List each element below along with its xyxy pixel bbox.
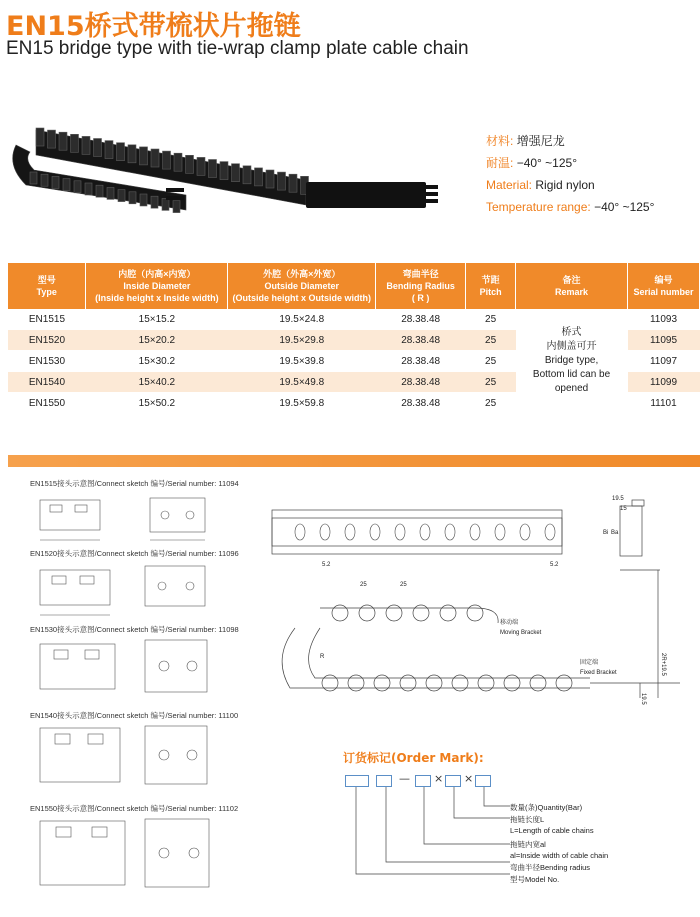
chain-link-upper bbox=[59, 132, 67, 150]
order-label-length-cn: 拖链长度L bbox=[510, 815, 545, 824]
chain-link-lower bbox=[41, 174, 48, 186]
chain-link-lower bbox=[173, 201, 180, 213]
dim-ba: Ba bbox=[611, 530, 619, 536]
bend-link-upper bbox=[440, 605, 456, 621]
temp-en-label: Temperature range: bbox=[486, 200, 591, 214]
chain-link-lower bbox=[85, 183, 92, 195]
link-hole bbox=[345, 524, 355, 540]
fixed-bracket-cn: 固定端 bbox=[580, 660, 599, 666]
order-label-length-en: L=Length of cable chains bbox=[510, 826, 594, 835]
chain-link-lower bbox=[151, 196, 158, 208]
chain-link-lower bbox=[30, 172, 37, 184]
bend-link-lower bbox=[556, 675, 572, 691]
chain-link-upper bbox=[255, 168, 263, 186]
cable-chain-photo bbox=[6, 110, 446, 230]
chain-link-lower bbox=[162, 198, 169, 210]
link-hole bbox=[495, 524, 505, 540]
bend-link-upper bbox=[413, 605, 429, 621]
sketch-title-4: EN1540接头示意图/Connect sketch 编号/Serial number: 11100 bbox=[30, 711, 239, 720]
chain-link-upper bbox=[105, 141, 113, 159]
material-cn-label: 材料: bbox=[486, 134, 514, 148]
chain-link-upper bbox=[266, 170, 274, 188]
link-hole bbox=[420, 524, 430, 540]
bend-link-lower bbox=[348, 675, 364, 691]
order-times-2: × bbox=[464, 772, 474, 785]
chain-link-lower bbox=[96, 185, 103, 197]
bend-link-lower bbox=[374, 675, 390, 691]
page-title-en: EN15 bridge type with tie-wrap clamp plate cable chain bbox=[6, 38, 469, 59]
fixed-bracket-en: Fixed Bracket bbox=[580, 670, 617, 676]
order-label-model: 型号Model No. bbox=[510, 875, 560, 884]
sketch-title-2: EN1520接头示意图/Connect sketch 编号/Serial number: 11096 bbox=[30, 549, 239, 558]
temp-cn-value: −40° ~125° bbox=[516, 156, 578, 170]
bend-link-upper bbox=[359, 605, 375, 621]
dim-25-a: 25 bbox=[360, 582, 367, 588]
bend-link-lower bbox=[504, 675, 520, 691]
table-row: EN1540 15×40.2 19.5×49.8 28.38.48 25 11099 bbox=[8, 372, 700, 393]
order-label-width-en: al=Inside width of cable chain bbox=[510, 851, 609, 860]
sketch-title-1: EN1515接头示意图/Connect sketch 编号/Serial number: 11094 bbox=[30, 479, 239, 488]
chain-link-lower bbox=[52, 176, 59, 188]
temp-en-value: −40° ~125° bbox=[594, 200, 655, 214]
chain-link-lower bbox=[129, 192, 136, 204]
dim-bi: Bi bbox=[603, 530, 609, 536]
order-label-width-cn: 拖链内宽al bbox=[510, 840, 546, 849]
radius-label: R bbox=[320, 654, 325, 660]
table-row: EN1515 15×15.2 19.5×24.8 28.38.48 25 桥式 内侧盖可开 Bridge type, Bottom lid can be opened 11093 bbox=[8, 309, 700, 330]
chain-link-upper bbox=[140, 147, 148, 165]
dim-15: 15 bbox=[620, 506, 627, 512]
chain-link-upper bbox=[94, 139, 102, 157]
material-cn-value: 增强尼龙 bbox=[516, 134, 565, 148]
chain-link-upper bbox=[186, 155, 194, 173]
dim-5-2-right: 5.2 bbox=[550, 562, 559, 568]
remark-cell: 桥式 内侧盖可开 Bridge type, Bottom lid can be opened bbox=[516, 309, 628, 414]
col-outside: 外腔（外高×外宽） Outside Diameter (Outside height x Outside width) bbox=[228, 263, 376, 309]
col-radius: 弯曲半径 Bending Radius ( R ) bbox=[376, 263, 466, 309]
chain-link-upper bbox=[220, 162, 228, 180]
col-remark: 备注 Remark bbox=[516, 263, 628, 309]
chain-link-upper bbox=[151, 149, 159, 167]
bend-link-lower bbox=[452, 675, 468, 691]
material-en-value: Rigid nylon bbox=[535, 178, 595, 192]
chain-link-upper bbox=[243, 166, 251, 184]
order-label-quantity: 数量(条)Quantity(Bar) bbox=[510, 803, 583, 812]
table-row: EN1530 15×30.2 19.5×39.8 28.38.48 25 11097 bbox=[8, 351, 700, 372]
chain-link-upper bbox=[117, 143, 125, 161]
order-mark-title: 订货标记(Order Mark): bbox=[343, 751, 484, 765]
spec-table bbox=[8, 263, 700, 414]
moving-bracket-en: Moving Bracket bbox=[500, 630, 542, 636]
temp-cn-label: 耐温: bbox=[486, 156, 514, 170]
col-type: 型号 Type bbox=[8, 263, 86, 309]
table-row: EN1520 15×20.2 19.5×29.8 28.38.48 25 11095 bbox=[8, 330, 700, 351]
link-hole bbox=[370, 524, 380, 540]
chain-link-upper bbox=[278, 172, 286, 190]
bend-link-upper bbox=[386, 605, 402, 621]
dim-19-5: 19.5 bbox=[612, 496, 624, 502]
chain-link-upper bbox=[174, 153, 182, 171]
chain-link-lower bbox=[140, 194, 147, 206]
height-dim: 2R+19.5 bbox=[660, 653, 666, 676]
table-row: EN1550 15×50.2 19.5×59.8 28.38.48 25 11101 bbox=[8, 393, 700, 414]
link-hole bbox=[520, 524, 530, 540]
bend-link-upper bbox=[467, 605, 483, 621]
chain-link-lower bbox=[118, 190, 125, 202]
chain-link-upper bbox=[82, 136, 90, 154]
connect-sketch-4 bbox=[30, 722, 220, 792]
sketch-title-3: EN1530接头示意图/Connect sketch 编号/Serial number: 11098 bbox=[30, 625, 239, 634]
chain-link-upper bbox=[128, 145, 136, 163]
connect-sketch-5 bbox=[30, 815, 220, 895]
chain-link-upper bbox=[209, 160, 217, 178]
link-hole bbox=[445, 524, 455, 540]
connect-sketch-2 bbox=[30, 560, 220, 630]
chain-link-upper bbox=[232, 164, 240, 182]
chain-link-upper bbox=[289, 174, 297, 192]
chain-link-upper bbox=[71, 134, 79, 152]
chain-link-lower bbox=[74, 181, 81, 193]
order-label-radius: 弯曲半径Bending radius bbox=[510, 863, 591, 872]
bend-link-lower bbox=[478, 675, 494, 691]
col-pitch: 节距 Pitch bbox=[466, 263, 516, 309]
col-inside: 内腔（内高×内宽） Inside Diameter (Inside height x Inside width) bbox=[86, 263, 228, 309]
material-en-label: Material: bbox=[486, 178, 533, 192]
bend-link-lower bbox=[322, 675, 338, 691]
order-dash: — bbox=[399, 772, 410, 785]
order-mark-leader-lines bbox=[340, 786, 520, 886]
bend-link-lower bbox=[400, 675, 416, 691]
chain-link-upper bbox=[36, 128, 44, 146]
link-hole bbox=[320, 524, 330, 540]
link-hole bbox=[295, 524, 305, 540]
bend-link-lower bbox=[426, 675, 442, 691]
table-header-row bbox=[8, 263, 700, 309]
bottom-dim: 19.5 bbox=[640, 693, 646, 705]
page-title-cn: EN15桥式带梳状片拖链 bbox=[6, 11, 301, 42]
chain-link-lower bbox=[107, 187, 114, 199]
link-hole bbox=[470, 524, 480, 540]
col-serial: 编号 Serial number bbox=[628, 263, 700, 309]
dim-5-2-left: 5.2 bbox=[322, 562, 331, 568]
material-properties bbox=[486, 130, 654, 218]
section-divider bbox=[8, 455, 700, 467]
technical-drawing bbox=[260, 488, 700, 738]
chain-link-upper bbox=[163, 151, 171, 169]
link-hole bbox=[545, 524, 555, 540]
chain-link-upper bbox=[48, 130, 56, 148]
link-hole bbox=[395, 524, 405, 540]
connect-sketch-3 bbox=[30, 636, 220, 706]
bend-link-upper bbox=[332, 605, 348, 621]
sketch-title-5: EN1550接头示意图/Connect sketch 编号/Serial number: 11102 bbox=[30, 804, 239, 813]
dim-25-b: 25 bbox=[400, 582, 407, 588]
chain-link-upper bbox=[197, 157, 205, 175]
moving-bracket-cn: 移动端 bbox=[500, 620, 519, 626]
order-times-1: × bbox=[434, 772, 444, 785]
chain-link-lower bbox=[63, 179, 70, 191]
bend-link-lower bbox=[530, 675, 546, 691]
